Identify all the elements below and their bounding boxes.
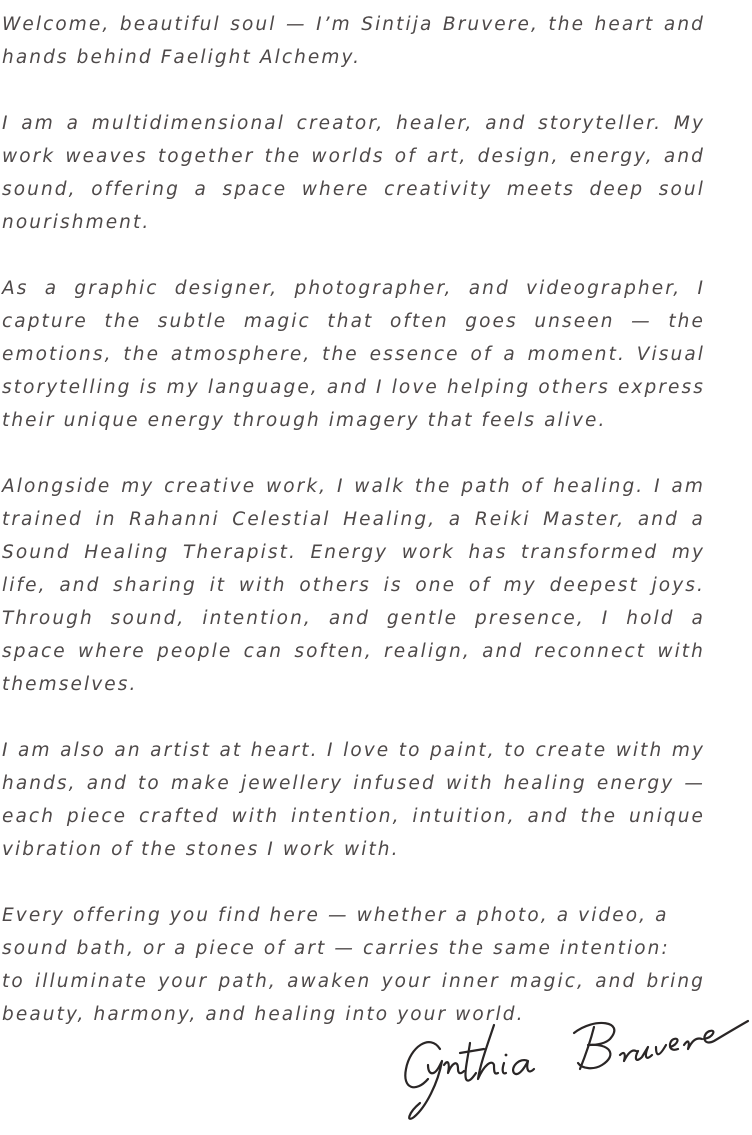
paragraph-visual-storytelling: As a graphic designer, photographer, and videographer, I capture the subtle magic that often goes unseen — the emotions, the atmosphere, the essence of a moment. Visual storytelling is my language, and I love helping others express their unique energy through imagery that feels alive. xyxy=(2,278,705,431)
closing-line-intention: to illuminate your path, awaken your inner magic, and bring beauty, harmony, and healing into your world. xyxy=(2,971,705,1025)
closing-line-offering: Every offering you find here — whether a photo, a video, a sound bath, or a piece of art — carries the same intention: xyxy=(2,905,670,959)
paragraph-artist: I am also an artist at heart. I love to paint, to create with my hands, and to make jewellery infused with healing energy — each piece crafted with intention, intuition, and the unique vibration of the stones I work with. xyxy=(2,740,705,860)
paragraph-healing: Alongside my creative work, I walk the path of healing. I am trained in Rahanni Celestial Healing, a Reiki Master, and a Sound Healing Therapist. Energy work has transformed my life, and sharing it with others is one of my deepest joys. Through sound, intention, and gentle presence, I hold a space where people can soften, realign, and reconnect with themselves. xyxy=(2,476,705,695)
paragraph-welcome: Welcome, beautiful soul — I’m Sintija Bruvere, the heart and hands behind Faelight Alchemy. xyxy=(2,14,705,68)
signature-graphic xyxy=(398,1003,752,1125)
signature xyxy=(398,1003,752,1125)
paragraph-creator: I am a multidimensional creator, healer, and storyteller. My work weaves together the worlds of art, design, energy, and sound, offering a space where creativity meets deep soul nourishment. xyxy=(2,113,705,233)
about-text xyxy=(2,8,705,1031)
